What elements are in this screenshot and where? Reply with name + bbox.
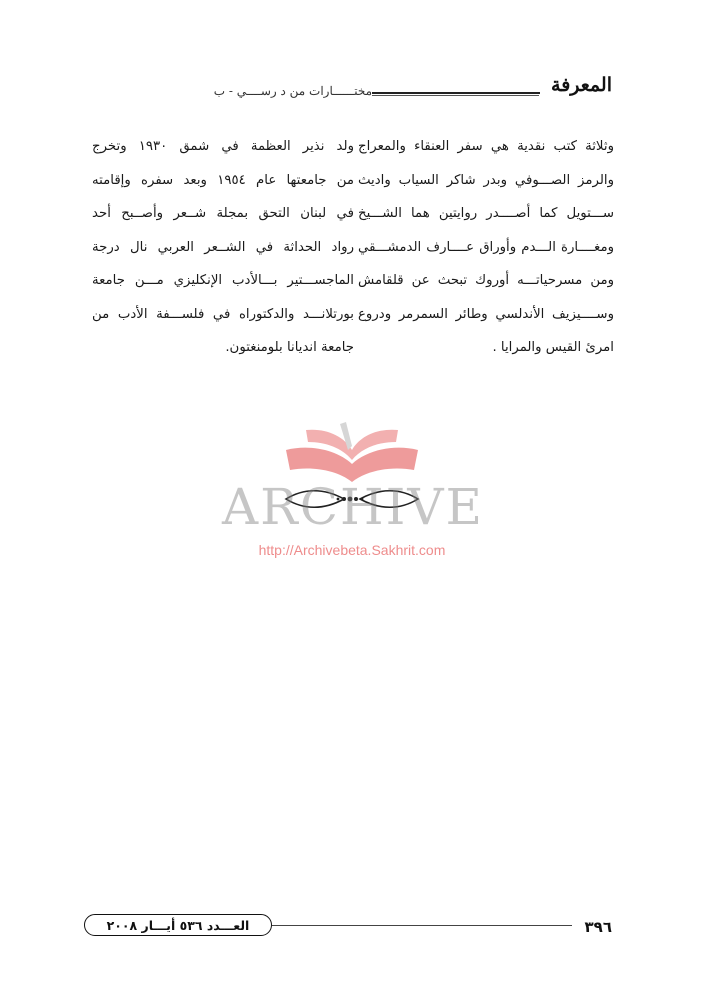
text-line: وســــيزيف الأندلسي وطائر السمرمر ودروع (358, 306, 614, 322)
footer-rule (272, 925, 572, 926)
watermark-title: ARCHIVE (222, 478, 484, 536)
watermark-url: http://Archivebeta.Sakhrit.com (258, 542, 446, 558)
text-column-left (92, 130, 354, 365)
text-line: امرئ القيس والمرايا . (492, 340, 614, 355)
text-line: ومغــــارة الـــدم وأوراق عــــارف الدمشـــقي (358, 239, 614, 255)
text-line: من جامعتها عام ١٩٥٤ وبعد سفره وإقامته (92, 172, 354, 188)
text-line: والرمز الصـــوفي وبدر شاكر السياب واديث (358, 172, 614, 188)
text-line: وثلاثة كتب نقدية هي سفر العنقاء والمعراج (358, 139, 614, 154)
page-number: ٣٩٦ (584, 918, 612, 936)
paragraph (358, 130, 614, 365)
text-line: في لبنان التحق بمجلة شــعر وأصــبح أحد (92, 206, 354, 221)
text-line: ســـتويل كما أصــــدر روايتين هما الشـــيخ (358, 206, 614, 221)
paragraph (92, 130, 354, 365)
text-column-right (358, 130, 614, 365)
text-line: بورتلانـــد والدكتوراه في فلســـفة الأدب من (92, 306, 354, 322)
issue-label (84, 914, 272, 936)
text-line: ومن مسرحياتـــه أوروك تبحث عن قلقامش (358, 273, 614, 288)
issue-text: العـــدد ٥٣٦ أيـــار ٢٠٠٨ (106, 917, 250, 933)
text-line: رواد الحداثة في الشــعر العربي نال درجة (92, 239, 354, 255)
magazine-brand: المعرفة (551, 74, 612, 96)
text-line: الماجســـتير بـــالأدب الإنكليزي مـــن جامعة (92, 273, 354, 288)
header-rule-accent (372, 92, 540, 94)
running-title: مختــــــارات من د رســــي - ب (128, 84, 372, 98)
text-line: جامعة انديانا بلومنغتون. (225, 340, 354, 355)
text-line: ولد نذير العظمة في شمق ١٩٣٠ وتخرج (92, 139, 355, 154)
